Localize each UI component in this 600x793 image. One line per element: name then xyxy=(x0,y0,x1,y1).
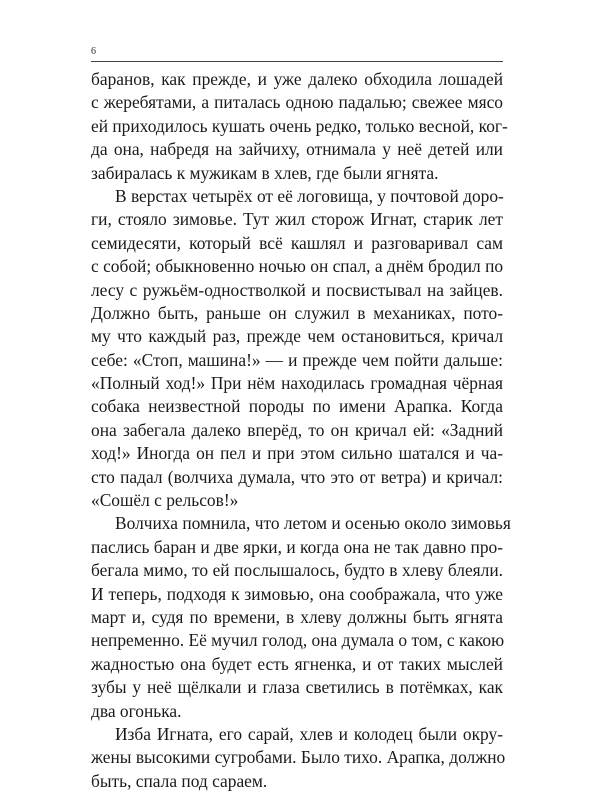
text-line: сто падал (волчиха думала, что это от ветра) и кричал: xyxy=(91,466,503,487)
text-line: зубы у неё щёлкали и глаза светились в потёмках, как xyxy=(91,677,503,698)
header-rule xyxy=(91,61,503,62)
text-line: «Полный ход!» При нём находилась громадная чёрная xyxy=(91,373,503,394)
text-line: собака неизвестной породы по имени Арапка. Когда xyxy=(91,396,503,417)
text-line: ги, стояло зимовье. Тут жил сторож Игнат, старик лет xyxy=(91,209,503,230)
paragraph-2 xyxy=(91,185,503,512)
text-line: семидесяти, который всё кашлял и разговаривал сам xyxy=(91,232,503,253)
text-line: с собой; обыкновенно ночью он спал, а днём бродил по xyxy=(91,256,504,277)
text-line: март и, судя по времени, в хлеву должны быть ягнята xyxy=(91,606,503,627)
text-line: баранов, как прежде, и уже далеко обходила лошадей xyxy=(91,69,503,89)
text-line: ей приходилось кушать очень редко, только весной, ког- xyxy=(91,115,508,136)
text-line: она забегала далеко вперёд, то он кричал ей: «Задний xyxy=(91,419,503,440)
text-line: Должно быть, раньше он служил в механиках, пото- xyxy=(91,302,503,323)
text-line: да она, набредя на зайчиху, отнимала у неё детей или xyxy=(91,139,503,160)
text-line: И теперь, подходя к зимовью, она соображала, что уже xyxy=(91,583,503,604)
text-line: жены высокими сугробами. Было тихо. Арапка, должно xyxy=(91,747,506,768)
text-line: Изба Игната, его сарай, хлев и колодец были окру- xyxy=(115,723,503,744)
page-number: 6 xyxy=(91,46,96,57)
paragraph-4 xyxy=(91,723,506,793)
text-line: В верстах четырёх от её логовища, у почтовой доро- xyxy=(115,185,504,206)
text-line: бегала мимо, то ей послышалось, будто в хлеву блеяли. xyxy=(91,560,503,581)
text-line: себе: «Стоп, машина!» — и прежде чем пойти дальше: xyxy=(91,349,503,370)
paragraph-3 xyxy=(91,512,511,723)
text-line: забиралась к мужикам в хлев, где были ягнята. xyxy=(91,162,439,183)
text-line: лесу с ружьём-одностволкой и посвистывал на зайцев. xyxy=(91,279,503,300)
text-line: быть, спала под сараем. xyxy=(91,770,268,791)
text-line: «Сошёл с рельсов!» xyxy=(91,490,239,511)
text-line: ход!» Иногда он пел и при этом сильно шатался и ча- xyxy=(91,443,503,464)
text-line: Волчиха помнила, что летом и осенью около зимовья xyxy=(115,513,511,534)
text-line: паслись баран и две ярки, и когда она не так давно про- xyxy=(91,536,503,557)
paragraph-1 xyxy=(91,68,508,185)
text-line: жадностью она будет есть ягненка, и от таких мыслей xyxy=(91,653,503,674)
text-line: непременно. Её мучил голод, она думала о том, с какою xyxy=(91,630,505,651)
text-line: два огонька. xyxy=(91,700,182,721)
body-text xyxy=(91,68,511,793)
text-line: с жеребятами, а питалась одною падалью; свежее мясо xyxy=(91,92,503,113)
text-line: му что каждый раз, прежде чем остановиться, кричал xyxy=(91,326,503,347)
